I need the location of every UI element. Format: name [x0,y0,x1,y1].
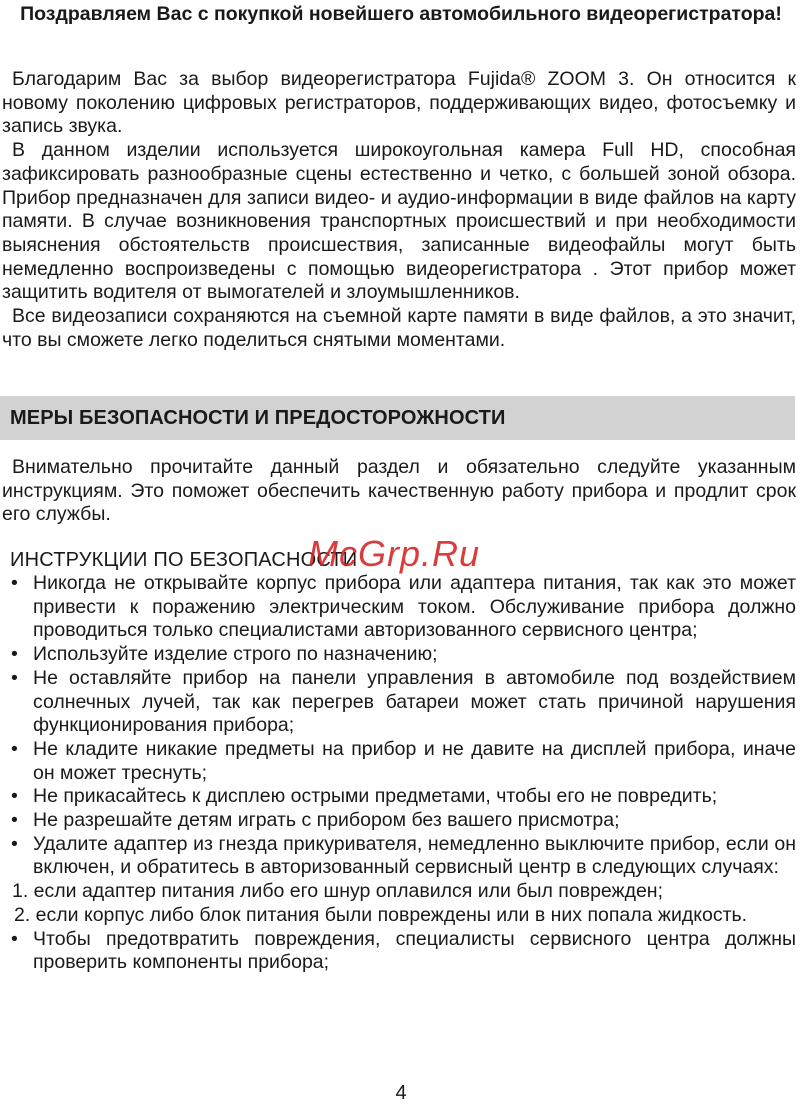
safety-bullet-list [2,572,796,880]
bullet-item: • Не кладите никакие предметы на прибор и не давите на дисплей прибора, иначе он может треснуть; [2,738,796,785]
numbered-item-1: 1. если адаптер питания либо его шнур оплавился или был поврежден; [12,880,663,903]
bullet-item: • Удалите адаптер из гнезда прикуривателя, немедленно выключите прибор, если он включен, и обратитесь в авторизованный сервисный центр в следующих случаях: [2,833,796,880]
intro-paragraph-1: Благодарим Вас за выбор видеорегистратора Fujida® ZOOM 3. Он относится к новому поколению цифровых регистраторов, поддерживающих видео, фотосъемку и запись звука. [2,68,796,138]
section-title: МЕРЫ БЕЗОПАСНОСТИ И ПРЕДОСТОРОЖНОСТИ [10,406,506,429]
section-intro-block [2,456,796,527]
intro-block [2,68,796,352]
intro-paragraph-3: Все видеозаписи сохраняются на съемной карте памяти в виде файлов, а это значит, что вы сможете легко поделиться снятыми моментами. [2,305,796,351]
section-title-bar [0,396,795,440]
page-number: 4 [395,1082,407,1104]
page-heading: Поздравляем Вас с покупкой новейшего автомобильного видеорегистратора! [20,3,782,25]
instructions-subheading: ИНСТРУКЦИИ ПО БЕЗОПАСНОСТИ [10,549,358,571]
bullet-item: • Чтобы предотвратить повреждения, специалисты сервисного центра должны проверить компоненты прибора; [2,928,796,975]
bullet-item: • Никогда не открывайте корпус прибора или адаптера питания, так как это может привести к поражению электрическим током. Обслуживание прибора должно проводиться только специалистами авторизованного сервисного центра; [2,572,796,643]
instructions-block [2,572,796,975]
bullet-item: • Не оставляйте прибор на панели управления в автомобиле под воздействием солнечных лучей, так как перегрев батареи может стать причиной нарушения функционирования прибора; [2,667,796,738]
watermark-logo: McGrp.Ru [308,533,481,574]
bullet-item: • Используйте изделие строго по назначению; [2,643,796,667]
bullet-item: • Не разрешайте детям играть с прибором без вашего присмотра; [2,809,796,833]
bullet-item: • Не прикасайтесь к дисплею острыми предметами, чтобы его не повредить; [2,785,796,809]
safety-bullet-list-continued [2,928,796,975]
numbered-item-2: 2. если корпус либо блок питания были повреждены или в них попала жидкость. [14,903,748,926]
intro-paragraph-2: В данном изделии используется широкоугольная камера Full HD, способная зафиксировать разнообразные сцены естественно и четко, с большей зоной обзора. Прибор предназначен для записи видео- и аудио-информации в виде файлов на карту памяти. В случае возникновения транспортных происшествий и при необходимости выяснения обстоятельств происшествия, записанные видеофайлы могут быть немедленно воспроизведены с помощью видеорегистратора . Этот прибор может защитить водителя от вымогателей и злоумышленников. [2,139,796,304]
section-intro-paragraph: Внимательно прочитайте данный раздел и обязательно следуйте указанным инструкциям. Это поможет обеспечить качественную работу прибора и продлит срок его службы. [2,456,796,526]
